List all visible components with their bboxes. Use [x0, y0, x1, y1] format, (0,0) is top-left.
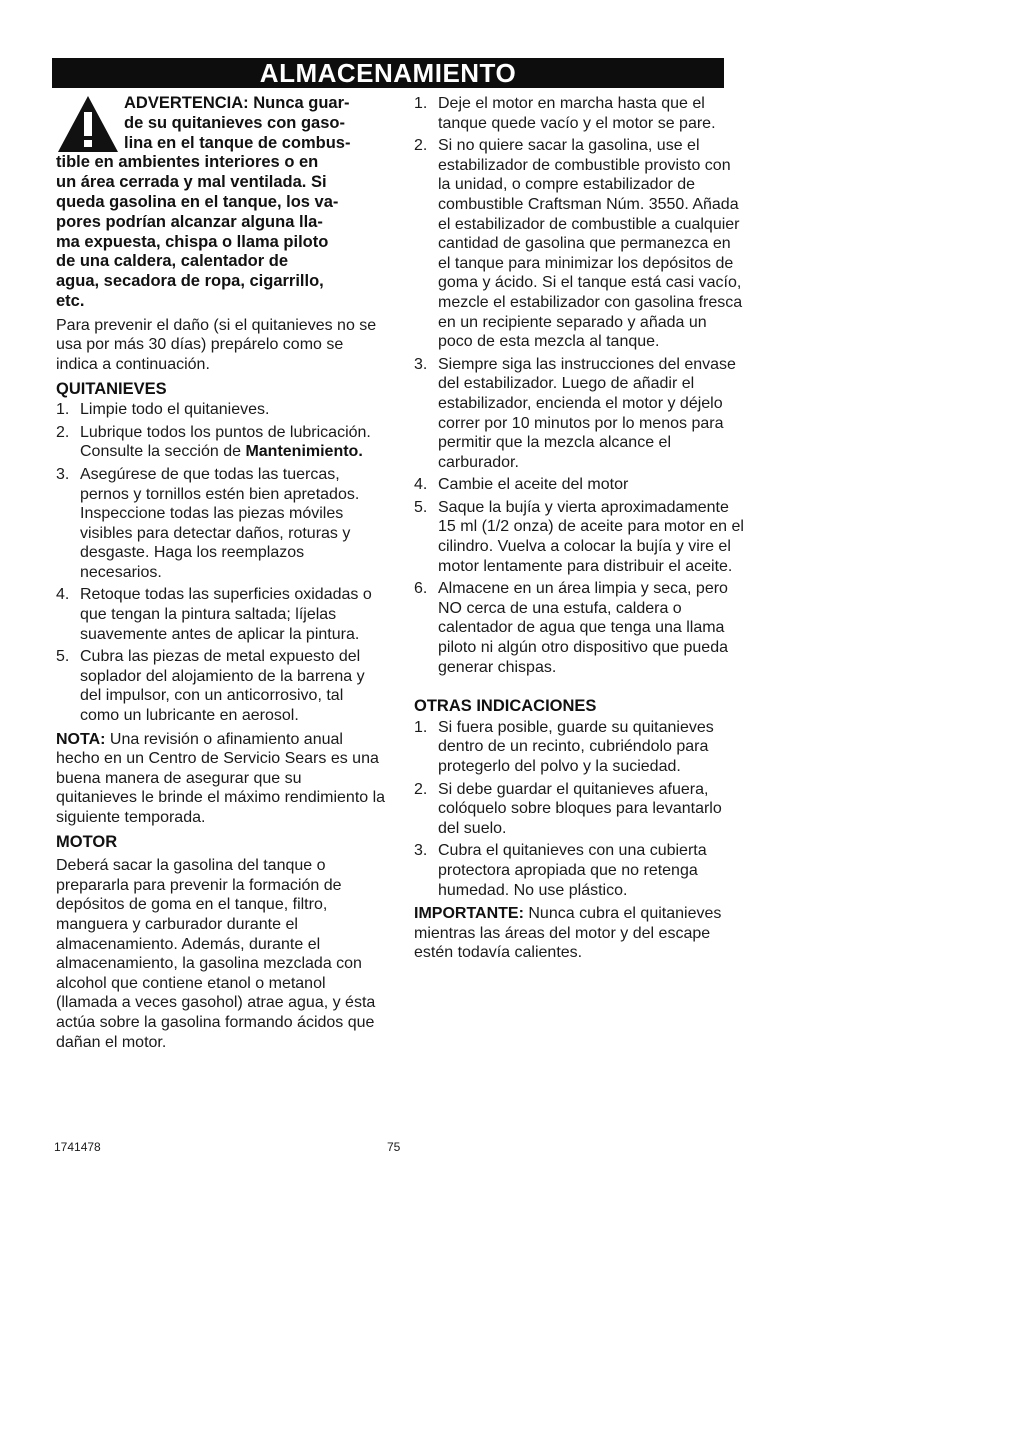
- list-item: [414, 498, 744, 576]
- item-text: Siempre siga las instrucciones del envase del estabilizador. Luego de añadir el estabilizador, encienda el motor y déjelo correr por 10 minutos por lo menos para permitir que la mezcla alcance el carburador.: [438, 355, 736, 471]
- list-item: [414, 780, 744, 839]
- list-item: [414, 94, 744, 133]
- nota-label: NOTA:: [56, 730, 106, 748]
- motor-heading: MOTOR: [56, 832, 118, 851]
- quitanieves-heading: QUITANIEVES: [56, 379, 167, 398]
- otras-list: [414, 718, 744, 900]
- item-number: 3.: [56, 465, 70, 483]
- item-text: Cubra las piezas de metal expuesto del soplador del alojamiento de la barrena y del impulsor, con un anticorrosivo, tal como un lubricante en aerosol.: [80, 648, 365, 725]
- item-text: Cubra el quitanieves con una cubierta protectora apropiada que no retenga humedad. No use plástico.: [438, 842, 707, 899]
- item-number: 1.: [414, 718, 428, 736]
- list-item: [414, 136, 744, 352]
- list-item: [414, 475, 744, 495]
- item-number: 1.: [56, 401, 70, 419]
- otras-heading: OTRAS INDICACIONES: [414, 697, 597, 716]
- item-text: Lubrique todos los puntos de lubricación. Consulte la sección de: [80, 423, 371, 461]
- page-number: 75: [387, 1140, 401, 1154]
- warning-line: queda gasolina en el tanque, los va-: [56, 192, 339, 211]
- warning-line: tible en ambientes interiores o en: [56, 153, 319, 172]
- item-text: Limpie todo el quitanieves.: [80, 401, 270, 419]
- list-item: [56, 400, 386, 420]
- warning-line: de una caldera, calentador de: [56, 252, 288, 271]
- list-item: [56, 647, 386, 725]
- nota-text: Una revisión o afinamiento anual hecho en un Centro de Servicio Sears es una buena manera de asegurar que su quitanieves le brinde el máximo rendimiento la siguiente temporada.: [56, 730, 386, 827]
- section-title-banner: [52, 58, 724, 88]
- intro-paragraph: Para prevenir el daño (si el quitanieves no se usa por más 30 días) prepárelo como se indica a continuación.: [56, 316, 377, 373]
- item-number: 1.: [414, 95, 428, 112]
- section-title: ALMACENAMIENTO: [259, 58, 517, 88]
- warning-line: agua, secadora de ropa, cigarrillo,: [56, 272, 324, 291]
- quitanieves-list: [56, 400, 386, 726]
- warning-line: etc.: [56, 291, 85, 310]
- warning-triangle-icon: [56, 94, 120, 154]
- item-text: Cambie el aceite del motor: [438, 476, 629, 494]
- item-number: 3.: [414, 355, 428, 373]
- item-text: Deje el motor en marcha hasta que el tanque quede vacío y el motor se pare.: [438, 95, 716, 132]
- list-item: [414, 579, 744, 677]
- item-number: 2.: [414, 780, 428, 798]
- list-item: [414, 355, 744, 473]
- warning-line: ADVERTENCIA: Nunca guar-: [124, 94, 350, 112]
- right-column: [414, 94, 744, 967]
- importante-paragraph: [414, 904, 744, 963]
- motor-list: [414, 94, 744, 677]
- warning-line: de su quitanieves con gaso-: [124, 113, 345, 132]
- item-number: 4.: [56, 586, 70, 604]
- item-text: Si fuera posible, guarde su quitanieves dentro de un recinto, cubriéndolo para protegerlo del polvo y la suciedad.: [438, 718, 714, 775]
- item-number: 2.: [56, 423, 70, 441]
- item-text: Si debe guardar el quitanieves afuera, colóquelo sobre bloques para levantarlo del suelo.: [438, 780, 722, 837]
- item-number: 4.: [414, 476, 428, 494]
- list-item: [56, 465, 386, 583]
- item-number: 3.: [414, 842, 428, 860]
- warning-line: ma expuesta, chispa o llama piloto: [56, 232, 329, 251]
- nota-paragraph: [56, 730, 386, 828]
- warning-line: un área cerrada y mal ventilada. Si: [56, 173, 327, 192]
- motor-paragraph: Deberá sacar la gasolina del tanque o prepararla para prevenir la formación de depósitos de goma en el tanque, filtro, manguera y carburador durante el almacenamiento. Además, durante el almacenamiento, la gasolina mezclada con alcohol que contiene etanol o metanol (llamada a veces gasohol) atrae agua, y ésta actúa sobre la gasolina formando ácidos que dañan el motor.: [56, 857, 376, 1051]
- item-bold-text: Mantenimiento.: [245, 443, 363, 461]
- importante-text: Nunca cubra el quitanieves mientras las áreas del motor y del escape estén todavía calientes.: [414, 905, 722, 962]
- warning-block: [56, 94, 386, 312]
- item-text: Si no quiere sacar la gasolina, use el estabilizador de combustible provisto con la unidad, o compre estabilizador de combustible Craftsman Núm. 3550. Añada el estabilizador de combustible a cualquier cantidad de gasolina que permanezca en el tanque para minimizar los depósitos de goma y ácido. Si el tanque está casi vacío, mezcle el estabilizador con gasolina fresca en un recipiente separado y añada un poco de esta mezcla al tanque.: [438, 137, 743, 351]
- item-text: Asegúrese de que todas las tuercas, pernos y tornillos estén bien apretados. Inspeccione todas las piezas móviles visibles para detectar daños, roturas y desgaste. Haga los reemplazos necesarios.: [80, 465, 360, 581]
- document-code: 1741478: [54, 1140, 101, 1154]
- item-number: 2.: [414, 137, 428, 155]
- importante-label: IMPORTANTE:: [414, 905, 524, 923]
- item-text: Retoque todas las superficies oxidadas o que tengan la pintura saltada; líjelas suavemente antes de aplicar la pintura.: [80, 586, 372, 643]
- list-item: [414, 718, 744, 777]
- list-item: [56, 585, 386, 644]
- item-number: 6.: [414, 580, 428, 598]
- left-column: [56, 94, 386, 1056]
- list-item: [56, 423, 386, 462]
- item-text: Saque la bujía y vierta aproximadamente 15 ml (1/2 onza) de aceite para motor en el cilindro. Vuelva a colocar la bujía y vire el motor lentamente para distribuir el aceite.: [438, 498, 744, 575]
- item-number: 5.: [414, 498, 428, 516]
- item-number: 5.: [56, 648, 70, 666]
- item-text: Almacene en un área limpia y seca, pero NO cerca de una estufa, caldera o calentador de agua que tenga una llama piloto ni algún otro dispositivo que pueda generar chispas.: [438, 580, 728, 676]
- warning-line: pores podrían alcanzar alguna lla-: [56, 212, 323, 231]
- warning-line: lina en el tanque de combus-: [124, 133, 351, 152]
- list-item: [414, 841, 744, 900]
